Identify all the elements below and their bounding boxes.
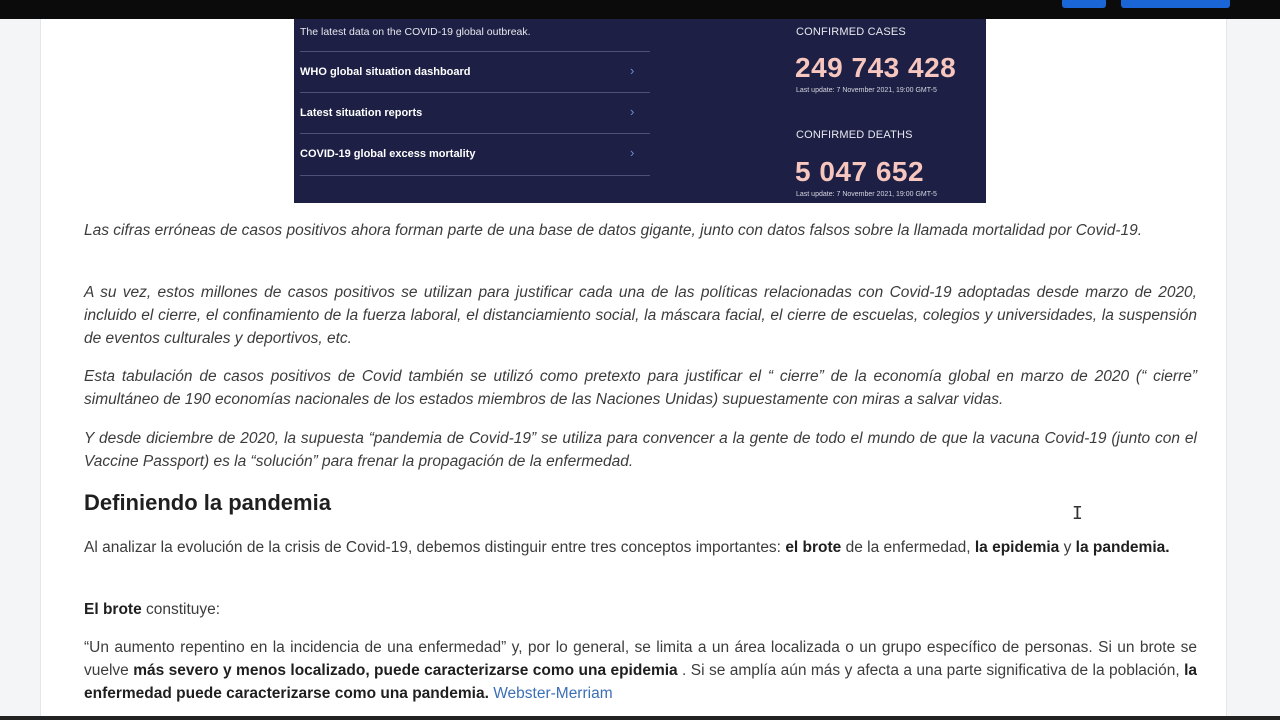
bold-text: el brote [785, 539, 842, 556]
confirmed-cases-label: CONFIRMED CASES [796, 26, 906, 38]
bottom-edge [0, 716, 1280, 720]
chevron-right-icon: › [630, 104, 635, 119]
chevron-right-icon: › [630, 63, 635, 78]
banner-link-dashboard[interactable]: WHO global situation dashboard [300, 66, 471, 78]
text: . Si se amplía aún más y afecta a una parte significativa de la población, [677, 662, 1185, 679]
confirmed-cases-update: Last update: 7 November 2021, 19:00 GMT-5 [796, 87, 937, 94]
text: de la enfermedad, [841, 539, 975, 556]
bold-text: más severo y menos localizado, puede caracterizarse como una epidemia [133, 662, 678, 679]
article-paragraph-1: Las cifras erróneas de casos positivos ahora forman parte de una base de datos gigante, junto con datos falsos sobre la llamada mortalidad por Covid-19. [84, 222, 1143, 239]
confirmed-deaths-update: Last update: 7 November 2021, 19:00 GMT-5 [796, 191, 937, 198]
text-cursor-icon: I [1072, 503, 1083, 524]
chevron-right-icon: › [630, 145, 635, 160]
article-paragraph-3: Esta tabulación de casos positivos de Covid también se utilizó como pretexto para justificar el “ cierre” de la economía global en marzo de 2020 (“ cierre” simultáneo de 190 economías nacionales de los estados miembros de las Naciones Unidas) supuestamente con miras a salvar vidas. [84, 368, 1197, 408]
banner-link-situation-reports[interactable]: Latest situation reports [300, 107, 423, 119]
text: y [1059, 539, 1076, 556]
top-bar [0, 0, 1280, 19]
article-paragraph-5 [84, 536, 1197, 559]
webster-merriam-link[interactable]: Webster-Merriam [493, 685, 613, 702]
who-covid-banner [294, 19, 986, 203]
confirmed-deaths-value: 5 047 652 [795, 156, 925, 187]
banner-intro: The latest data on the COVID-19 global outbreak. [300, 26, 531, 38]
bold-text: El brote [84, 601, 142, 618]
bold-text: la epidemia [974, 539, 1060, 556]
section-heading: Definiendo la pandemia [84, 490, 331, 515]
banner-separator [300, 92, 650, 93]
article-paragraph-7 [84, 636, 1197, 705]
article-paragraph-6 [84, 598, 1197, 621]
banner-separator [300, 175, 650, 176]
article-paragraph-4: Y desde diciembre de 2020, la supuesta “pandemia de Covid-19” se utiliza para convencer a la gente de todo el mundo de que la vacuna Covid-19 (junto con el Vaccine Passport) es la “solución” para frenar la propagación de la enfermedad. [84, 430, 1197, 470]
top-button-1[interactable] [1062, 0, 1106, 8]
banner-link-excess-mortality[interactable]: COVID-19 global excess mortality [300, 148, 476, 160]
bold-text: la enfermedad puede caracterizarse como una pandemia. [84, 662, 1197, 702]
banner-separator [300, 133, 650, 134]
text: constituye: [141, 601, 221, 618]
article-paragraph-2: A su vez, estos millones de casos positivos se utilizan para justificar cada una de las políticas relacionadas con Covid-19 adoptadas desde marzo de 2020, incluido el cierre, el confinamiento de la fuerza laboral, el distanciamiento social, la máscara facial, el cierre de escuelas, colegios y universidades, la suspensión de eventos culturales y deportivos, etc. [84, 284, 1197, 347]
confirmed-deaths-label: CONFIRMED DEATHS [796, 129, 913, 141]
text: Al analizar la evolución de la crisis de Covid-19, debemos distinguir entre tres conceptos importantes: [84, 539, 786, 556]
text: “Un aumento repentino en la incidencia de una enfermedad” y, por lo general, se limita a un área localizada o un grupo específico de personas. Si un brote se vuelve [84, 639, 1197, 679]
top-button-2[interactable] [1121, 0, 1230, 8]
confirmed-cases-value: 249 743 428 [795, 52, 957, 83]
bold-text: la pandemia. [1075, 539, 1170, 556]
banner-separator [300, 51, 650, 52]
